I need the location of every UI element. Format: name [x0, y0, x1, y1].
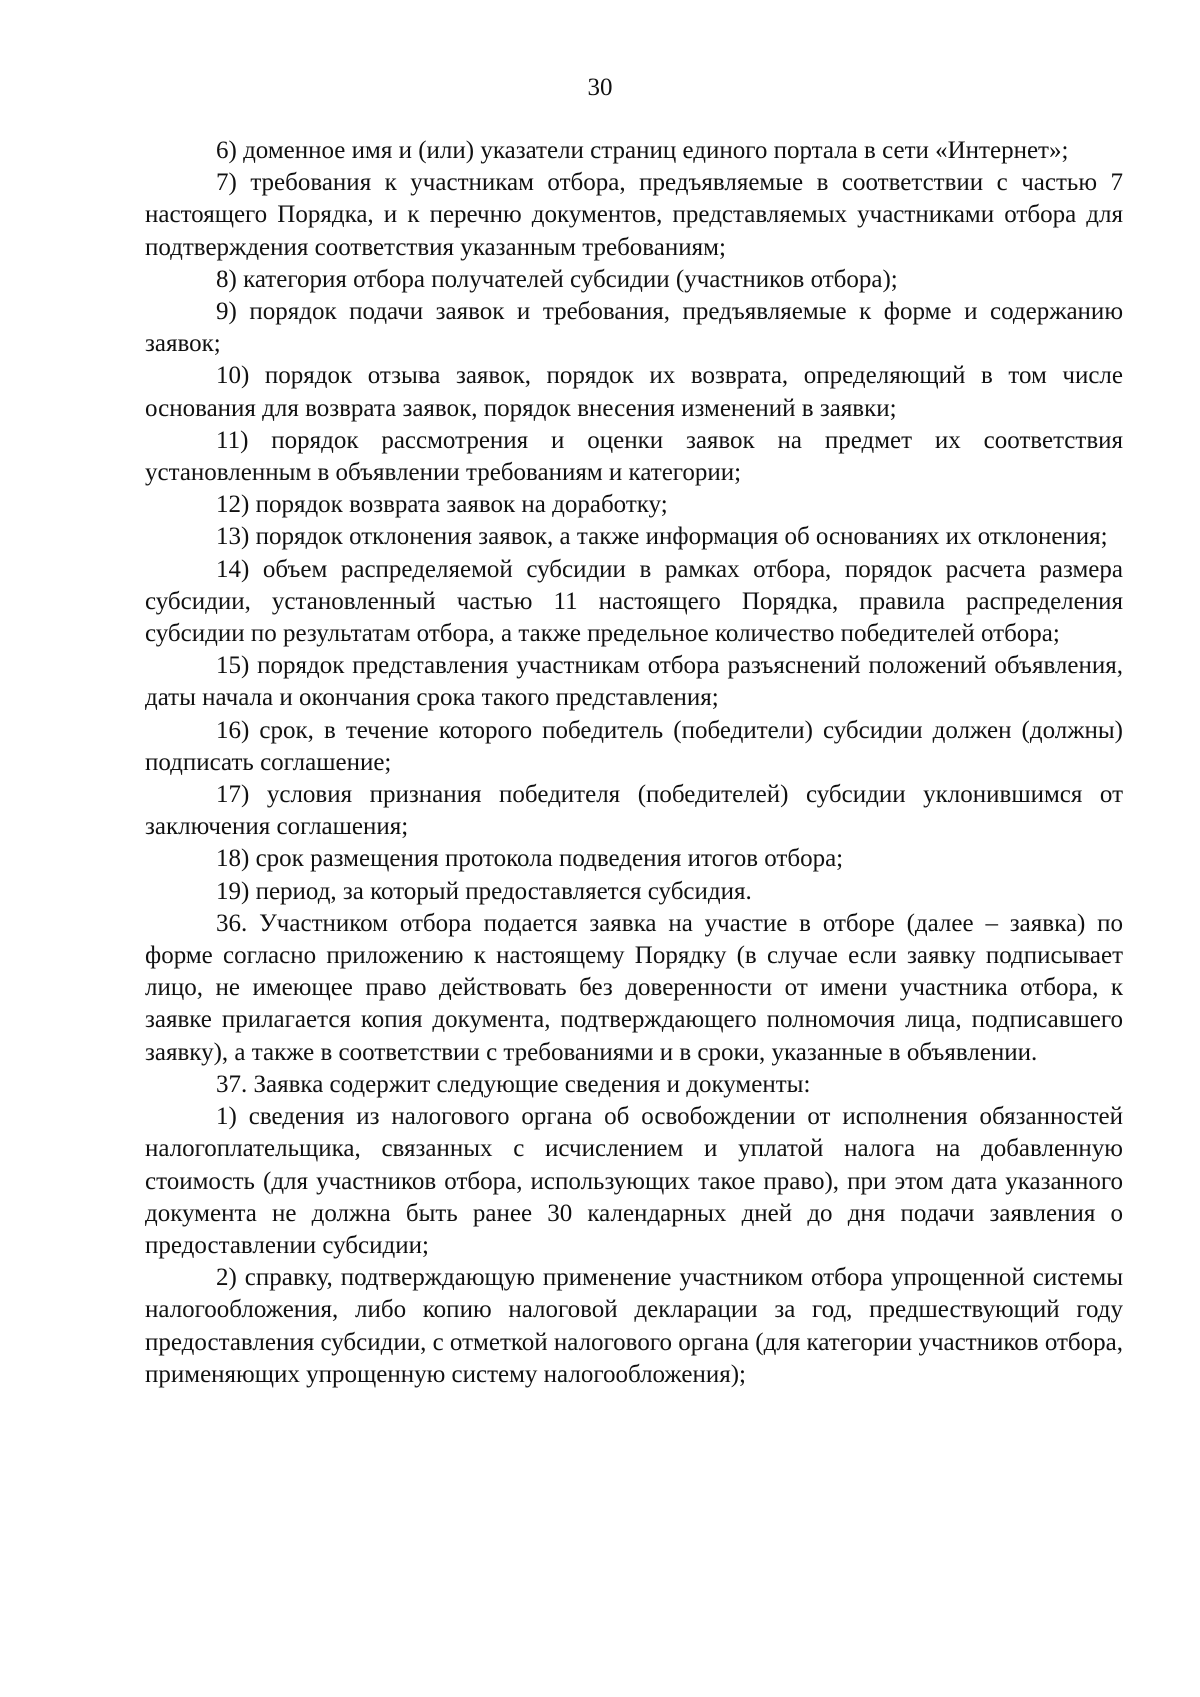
section-37-application-contents: 37. Заявка содержит следующие сведения и документы: — [216, 1070, 811, 1098]
list-item-13-rejection-procedure: 13) порядок отклонения заявок, а также информация об основаниях их отклонения; — [216, 523, 1108, 551]
list-item-10-withdrawal-procedure: 10) порядок отзыва заявок, порядок их возврата, определяющий в том числе основания для возврата заявок, порядок внесения изменений в заявки; — [145, 362, 1123, 422]
list-item-9-application-procedure: 9) порядок подачи заявок и требования, предъявляемые к форме и содержанию заявок; — [145, 298, 1123, 358]
list-item-17-evasion-conditions: 17) условия признания победителя (победителей) субсидии уклонившимся от заключения соглашения; — [145, 781, 1123, 841]
list-item-2-simplified-tax-certificate: 2) справку, подтверждающую применение участником отбора упрощенной системы налогообложения, либо копию налоговой декларации за год, предшествующий году предоставления субсидии, с отметкой налогового органа (для категории участников отбора, применяющих упрощенную систему налогообложения); — [145, 1264, 1123, 1388]
list-item-19-subsidy-period: 19) период, за который предоставляется субсидия. — [216, 877, 752, 905]
list-item-12-return-for-revision: 12) порядок возврата заявок на доработку; — [216, 491, 668, 519]
list-item-8-selection-category: 8) категория отбора получателей субсидии (участников отбора); — [216, 265, 898, 293]
list-item-15-clarification-procedure: 15) порядок представления участникам отбора разъяснений положений объявления, даты начала и окончания срока такого представления; — [145, 652, 1123, 712]
list-item-6-domain-name: 6) доменное имя и (или) указатели страниц единого портала в сети «Интернет»; — [216, 137, 1069, 164]
document-body — [145, 135, 1123, 1391]
page-number: 30 — [587, 74, 613, 101]
list-item-1-tax-exemption-info: 1) сведения из налогового органа об освобождении от исполнения обязанностей налогоплательщика, связанных с исчислением и уплатой налога на добавленную стоимость (для участников отбора, использующих такое право), при этом дата указанного документа не должна быть ранее 30 календарных дней до дня подачи заявления о предоставлении субсидии; — [145, 1103, 1123, 1259]
list-item-16-signing-deadline: 16) срок, в течение которого победитель (победители) субсидии должен (должны) подписать соглашение; — [145, 716, 1123, 776]
section-36-application: 36. Участником отбора подается заявка на участие в отборе (далее – заявка) по форме согласно приложению к настоящему Порядку (в случае если заявку подписывает лицо, не имеющее право действовать без доверенности от имени участника отбора, к заявке прилагается копия документа, подтверждающего полномочия лица, подписавшего заявку), а также в соответствии с требованиями и в сроки, указанные в объявлении. — [145, 909, 1123, 1066]
list-item-14-subsidy-volume: 14) объем распределяемой субсидии в рамках отбора, порядок расчета размера субсидии, установленный частью 11 настоящего Порядка, правила распределения субсидии по результатам отбора, а также предельное количество победителей отбора; — [145, 555, 1123, 648]
list-item-11-review-procedure: 11) порядок рассмотрения и оценки заявок на предмет их соответствия установленным в объявлении требованиям и категории; — [145, 426, 1123, 487]
list-item-18-protocol-deadline: 18) срок размещения протокола подведения итогов отбора; — [216, 845, 844, 873]
list-item-7-participant-requirements: 7) требования к участникам отбора, предъявляемые в соответствии с частью 7 настоящего Порядка, и к перечню документов, представляемых участниками отбора для подтверждения соответствия указанным требованиям; — [145, 169, 1123, 261]
